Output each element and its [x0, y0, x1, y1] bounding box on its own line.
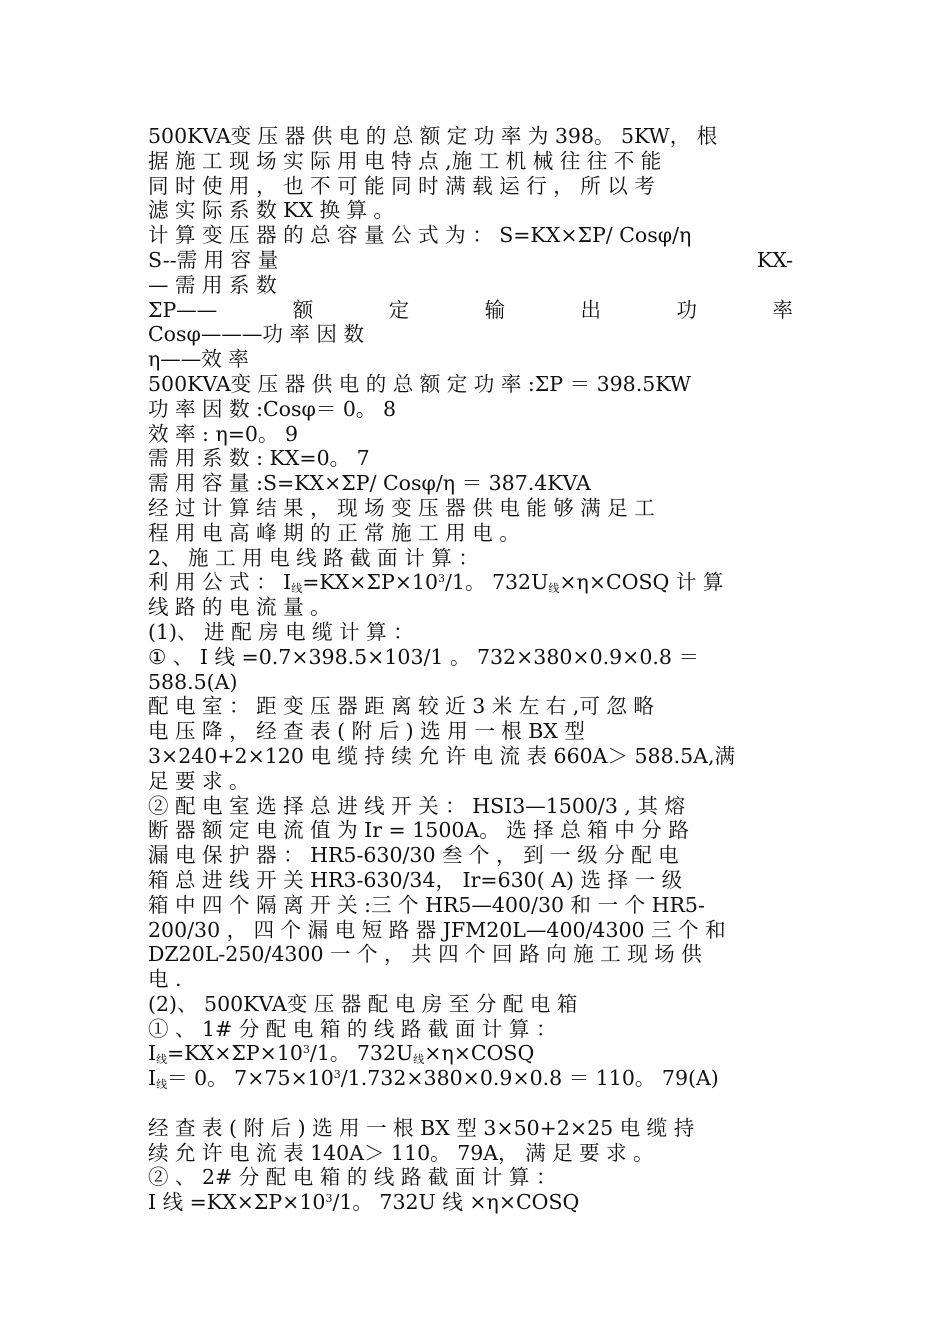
definition-term: S--需 用 容 量: [148, 247, 279, 272]
text-line: 电 压 降 ， 经 查 表 ( 附 后 ) 选 用 一 根 BX 型: [148, 719, 585, 744]
text-line: 足 要 求 。: [148, 768, 250, 793]
value-line: 500KVA变 压 器 供 电 的 总 额 定 功 率 :ΣP ＝ 398.5KW: [148, 371, 691, 396]
formula-text: ＝ 0。 7×75×10: [167, 1066, 334, 1091]
definition-word: 定: [388, 297, 410, 322]
formula-text: I 线 =KX×ΣP×10: [148, 1190, 326, 1215]
text-line: 续 允 许 电 流 表 140A＞ 110。 79A， 满 足 要 求 。: [148, 1140, 654, 1165]
formula-subscript: 线: [548, 582, 560, 596]
formula-superscript: 3: [333, 1068, 341, 1082]
formula-text: ×η×COSQ 计 算: [559, 570, 724, 595]
formula-line: ① 、 I 线 =0.7×398.5×103/1 。 732×380×0.9×0.8 ＝: [148, 644, 699, 669]
text-line: 电 .: [148, 967, 182, 992]
subsection-heading: (1)、 进 配 房 电 缆 计 算 ：: [148, 619, 414, 644]
text-line: ① 、 1# 分 配 电 箱 的 线 路 截 面 计 算 ：: [148, 1016, 557, 1041]
text-line: 3×240+2×120 电 缆 持 续 允 许 电 流 表 660A＞ 588.5A,满: [148, 743, 735, 768]
text-line: DZ20L-250/4300 一 个 ， 共 四 个 回 路 向 施 工 现 场 供: [148, 942, 702, 967]
text-line: 588.5(A): [148, 669, 238, 694]
formula-line: 计 算 变 压 器 的 总 容 量 公 式 为 ： S=KX×ΣP/ Cosφ/η: [148, 223, 692, 248]
text-line: 箱 中 四 个 隔 离 开 关 :三 个 HR5—400/30 和 一 个 HR5-: [148, 892, 705, 917]
definition-word: 输: [484, 297, 506, 322]
formula-text: /1。 732U 线 ×η×COSQ: [332, 1190, 580, 1215]
definition-word: 额: [292, 297, 314, 322]
formula-text: /1。 732U: [445, 570, 549, 595]
value-line: 功 率 因 数 :Cosφ＝ 0。 8: [148, 396, 396, 421]
definition-line-justified: [148, 298, 793, 323]
blank-line: [148, 1091, 793, 1116]
value-line: 需 用 容 量 :S=KX×ΣP/ Cosφ/η ＝ 387.4KVA: [148, 471, 591, 496]
text-line: 断 器 额 定 电 流 值 为 Ir = 1500A。 选 择 总 箱 中 分 路: [148, 818, 689, 843]
text-line: 程 用 电 高 峰 期 的 正 常 施 工 用 电 。: [148, 520, 520, 545]
definition-line: η——效 率: [148, 347, 249, 372]
subsection-heading: (2)、 500KVA变 压 器 配 电 房 至 分 配 电 箱: [148, 991, 578, 1016]
formula-line: [148, 1066, 793, 1091]
formula-line: [148, 1190, 793, 1215]
text-line: 同 时 使 用 ， 也 不 可 能 同 时 满 载 运 行 ， 所 以 考: [148, 173, 655, 198]
definition-word: 率: [772, 297, 793, 322]
formula-text: =KX×ΣP×10: [167, 1041, 303, 1066]
text-line: ② 、 2# 分 配 电 箱 的 线 路 截 面 计 算 ：: [148, 1165, 557, 1190]
text-line: 200/30 ， 四 个 漏 电 短 路 器 JFM20L—400/4300 三 个 和: [148, 917, 726, 942]
text-line: 经 过 计 算 结 果 ， 现 场 变 压 器 供 电 能 够 满 足 工: [148, 495, 655, 520]
text-line: 经 查 表 ( 附 后 ) 选 用 一 根 BX 型 3×50+2×25 电 缆 持: [148, 1115, 695, 1140]
formula-line: [148, 1041, 793, 1066]
text-line: 滤 实 际 系 数 KX 换 算 。: [148, 198, 395, 223]
formula-text: /1.732×380×0.9×0.8 ＝ 110。 79(A): [340, 1066, 719, 1091]
formula-superscript: 3: [302, 1043, 310, 1057]
definition-line: — 需 用 系 数: [148, 272, 277, 297]
formula-text: =KX×ΣP×10: [302, 570, 438, 595]
value-line: 效 率 : η=0。 9: [148, 421, 299, 446]
value-line: 需 用 系 数 : KX=0。 7: [148, 446, 370, 471]
formula-subscript: 线: [156, 1078, 168, 1092]
formula-text: I: [148, 1066, 157, 1091]
formula-subscript: 线: [291, 582, 303, 596]
formula-subscript: 线: [413, 1053, 425, 1067]
document-page: [148, 124, 793, 1215]
section-heading: 2、 施 工 用 电 线 路 截 面 计 算 ：: [148, 545, 479, 570]
formula-superscript: 3: [325, 1192, 333, 1206]
text-line: 据 施 工 现 场 实 际 用 电 特 点 ,施 工 机 械 往 往 不 能: [148, 148, 662, 173]
definition-word: ΣP——: [148, 297, 218, 322]
text-line: 箱 总 进 线 开 关 HR3-630/34， Ir=630( A) 选 择 一 级: [148, 867, 683, 892]
text-line: ② 配 电 室 选 择 总 进 线 开 关 ： HSI3—1500/3 , 其 熔: [148, 793, 685, 818]
definition-word: 功: [676, 297, 697, 322]
definition-term: KX-: [756, 247, 793, 272]
formula-text: ×η×COSQ: [424, 1041, 535, 1066]
formula-text: I: [148, 1041, 157, 1066]
definition-line: Cosφ———功 率 因 数: [148, 322, 364, 347]
formula-text: 利 用 公 式 ： I: [148, 570, 292, 595]
formula-text: /1。 732U: [309, 1041, 414, 1066]
definition-word: 出: [580, 297, 602, 322]
text-line: 配 电 室 ： 距 变 压 器 距 离 较 近 3 米 左 右 ,可 忽 略: [148, 694, 654, 719]
definition-line: [148, 248, 793, 273]
formula-line: [148, 570, 793, 595]
text-line: 漏 电 保 护 器 ： HR5-630/30 叁 个 ， 到 一 级 分 配 电: [148, 843, 679, 868]
formula-subscript: 线: [156, 1053, 168, 1067]
text-line: 线 路 的 电 流 量 。: [148, 595, 331, 620]
formula-superscript: 3: [438, 572, 445, 586]
text-line: 500KVA变 压 器 供 电 的 总 额 定 功 率 为 398。 5KW， 根: [148, 124, 718, 148]
